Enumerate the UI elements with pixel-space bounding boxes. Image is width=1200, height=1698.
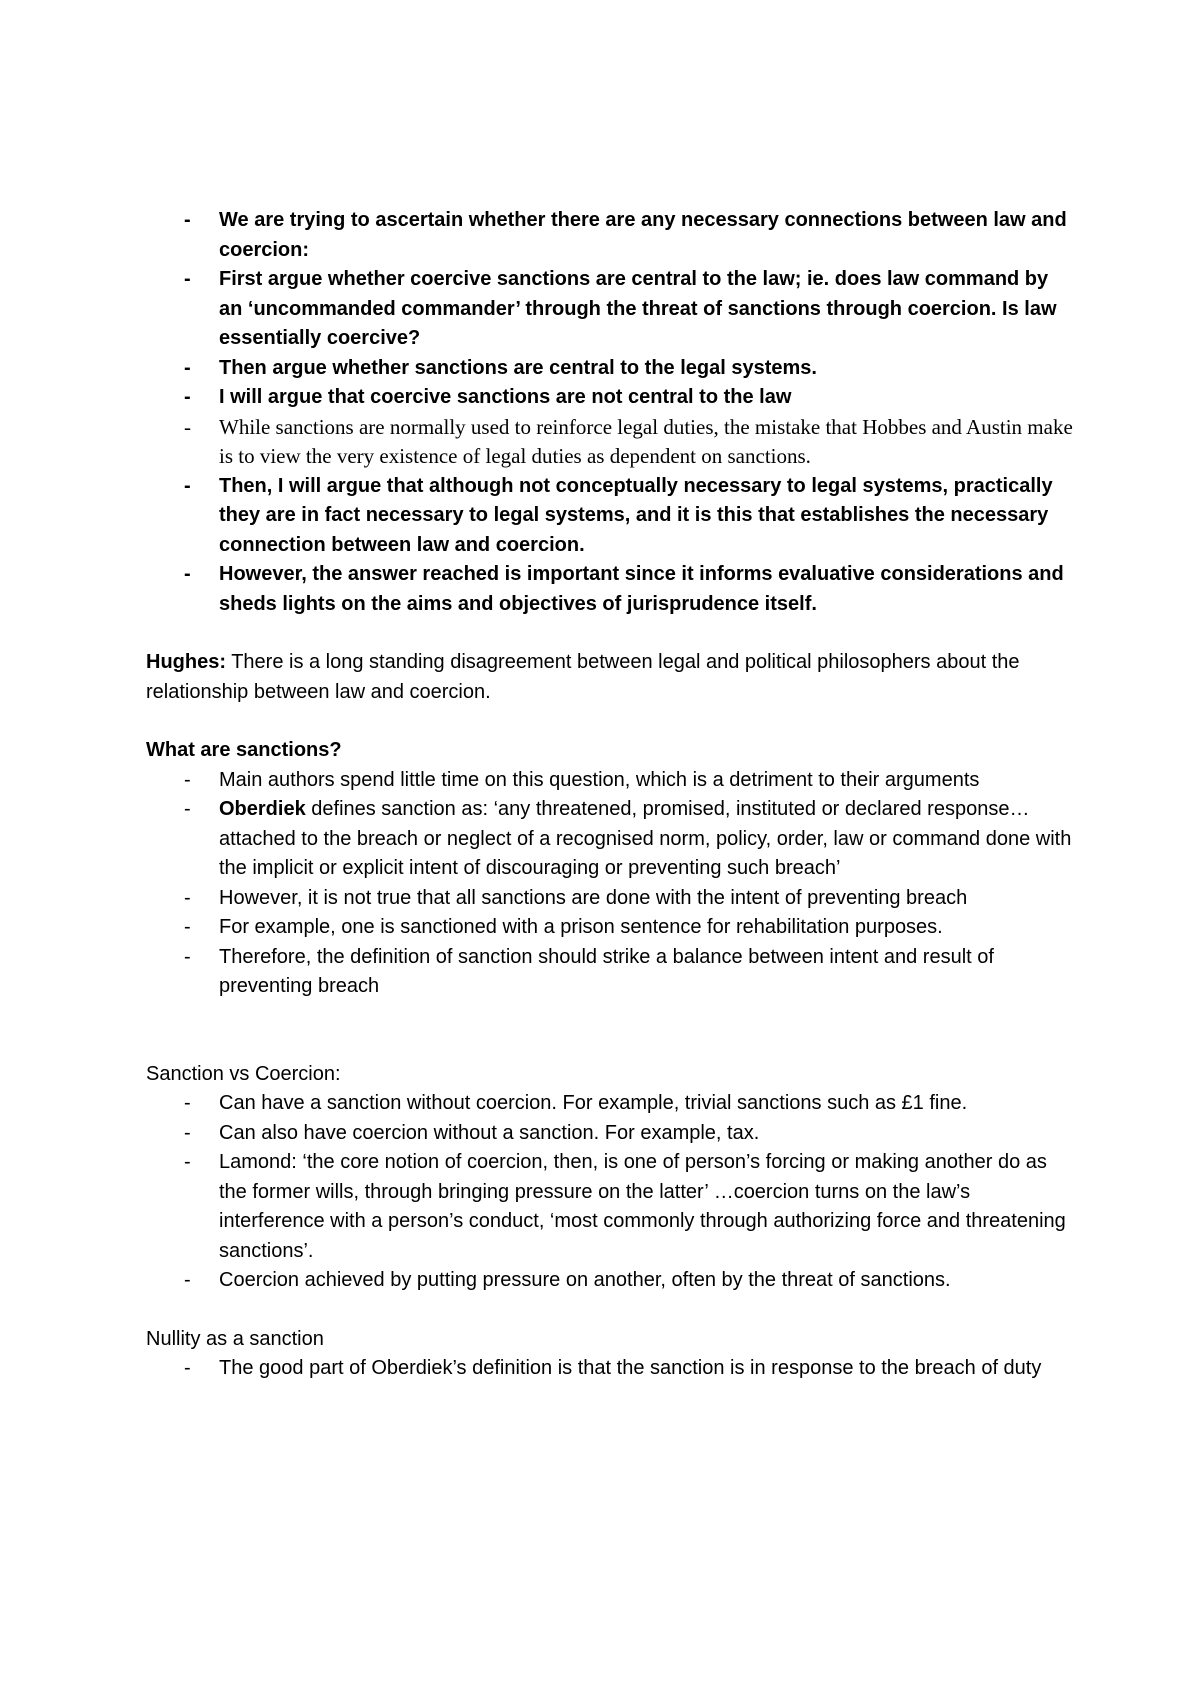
list-item: - Can also have coercion without a sanction. For example, tax. (146, 1119, 1076, 1149)
sanctions-heading: What are sanctions? (146, 739, 342, 761)
coercion-heading: Sanction vs Coercion: (146, 1062, 341, 1085)
list-item: - Therefore, the definition of sanction should strike a balance between intent and result of preventing breach (146, 943, 1076, 1002)
nullity-heading: Nullity as a sanction (146, 1327, 324, 1350)
list-item: - We are trying to ascertain whether there are any necessary connections between law and coercion: (146, 206, 1076, 265)
list-item: - For example, one is sanctioned with a prison sentence for rehabilitation purposes. (146, 913, 1076, 943)
oberdiek-definition: defines sanction as: ‘any threatened, promised, instituted or declared response…attached to the breach or neglect of a recognised norm, policy, order, law or command done with the implicit or explicit intent of discouraging or preventing such breach’ (219, 798, 1072, 879)
list-item: - The good part of Oberdiek’s definition is that the sanction is in response to the breach of duty (146, 1354, 1076, 1384)
nullity-bullet-list (146, 1354, 1076, 1384)
intro-bullet-list (146, 206, 1076, 619)
list-item: - However, the answer reached is important since it informs evaluative considerations and sheds lights on the aims and objectives of jurisprudence itself. (146, 560, 1076, 619)
list-item: - Can have a sanction without coercion. For example, trivial sanctions such as £1 fine. (146, 1089, 1076, 1119)
list-item: - While sanctions are normally used to reinforce legal duties, the mistake that Hobbes and Austin make is to view the very existence of legal duties as dependent on sanctions. (146, 413, 1076, 472)
hughes-label: Hughes: (146, 651, 226, 673)
list-item: - However, it is not true that all sanctions are done with the intent of preventing breach (146, 884, 1076, 914)
list-item: - Coercion achieved by putting pressure on another, often by the threat of sanctions. (146, 1266, 1076, 1296)
list-item: - Lamond: ‘the core notion of coercion, then, is one of person’s forcing or making another do as the former wills, through bringing pressure on the latter’ …coercion turns on the law’s interference with a person’s conduct, ‘most commonly through authorizing force and threatening sanctions’. (146, 1148, 1076, 1266)
list-item: - I will argue that coercive sanctions are not central to the law (146, 383, 1076, 413)
hughes-text: There is a long standing disagreement between legal and political philosophers about the relationship between law and coercion. (146, 651, 1020, 703)
list-item: - Main authors spend little time on this question, which is a detriment to their arguments (146, 766, 1076, 796)
list-item (146, 795, 1076, 884)
hughes-paragraph (146, 648, 1076, 707)
list-item: - Then, I will argue that although not conceptually necessary to legal systems, practically they are in fact necessary to legal systems, and it is this that establishes the necessary connection between law and coercion. (146, 472, 1076, 561)
coercion-bullet-list (146, 1089, 1076, 1296)
oberdiek-label: Oberdiek (219, 798, 306, 820)
document-body (146, 206, 1076, 1384)
list-item: - Then argue whether sanctions are central to the legal systems. (146, 354, 1076, 384)
sanctions-bullet-list (146, 766, 1076, 1002)
list-item: - First argue whether coercive sanctions are central to the law; ie. does law command by an ‘uncommanded commander’ through the threat of sanctions through coercion. Is law essentially coercive? (146, 265, 1076, 354)
